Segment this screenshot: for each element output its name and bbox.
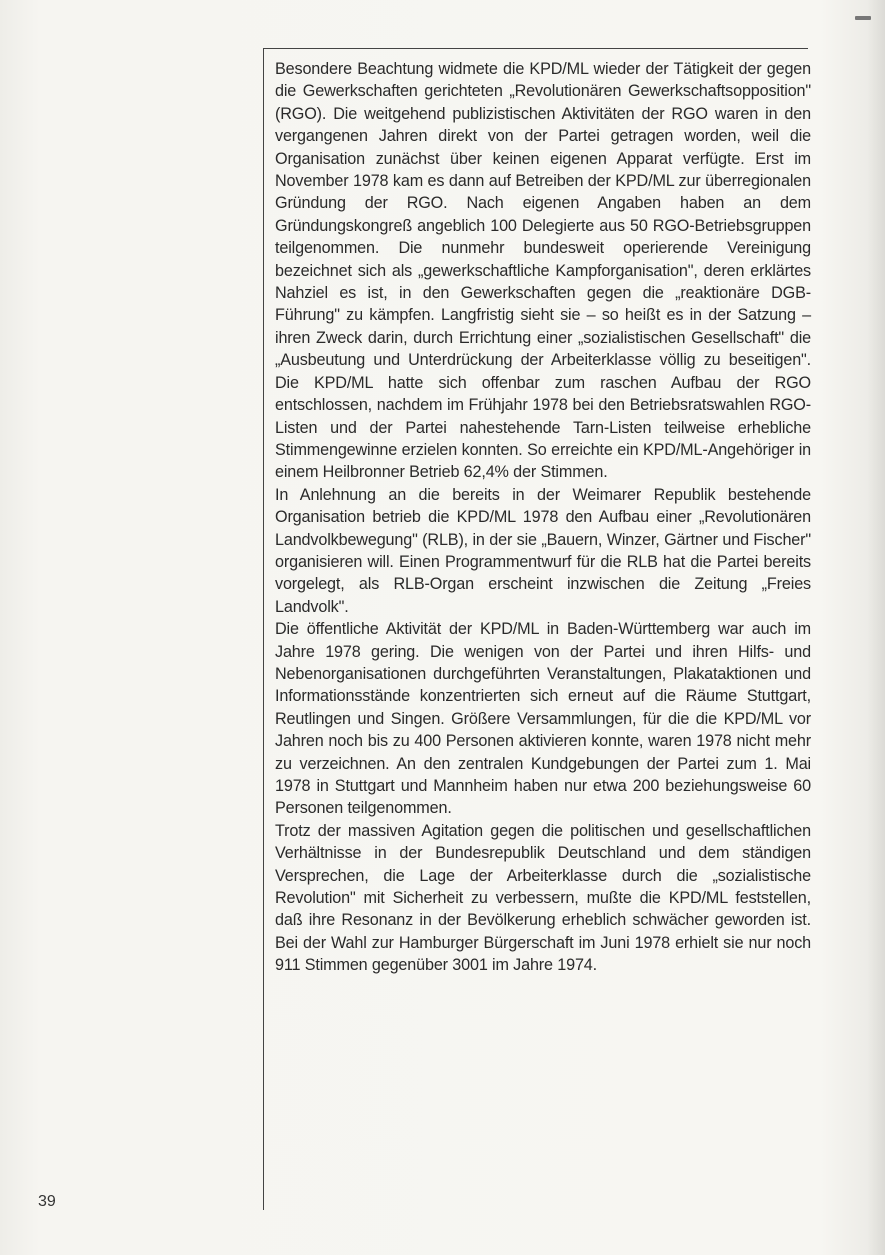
scan-mark (855, 16, 871, 20)
paragraph-rgo: Besondere Beachtung widmete die KPD/ML wieder der Tätigkeit der gegen die Gewerkschaften gerichteten „Revolutionären Gewerkschaftsopposition" (RGO). Die weitgehend publizistischen Aktivitäten der RGO waren in den vergangenen Jahren direkt von der Partei getragen worden, weil die Organisation zunächst über keinen eigenen Apparat verfügte. Erst im November 1978 kam es dann auf Betreiben der KPD/ML zur überregionalen Gründung der RGO. Nach eigenen Angaben haben an dem Gründungskongreß angeblich 100 Delegierte aus 50 RGO-Betriebsgruppen teilgenommen. Die nunmehr bundesweit operierende Vereinigung bezeichnet sich als „gewerkschaftliche Kampforganisation", deren erklärtes Nahziel es ist, in den Gewerkschaften gegen die „reaktionäre DGB-Führung" zu kämpfen. Langfristig sieht sie – so heißt es in der Satzung – ihren Zweck darin, durch Errichtung einer „sozialistischen Gesellschaft" die „Ausbeutung und Unterdrückung der Arbeiterklasse völlig zu beseitigen". Die KPD/ML hatte sich offenbar zum raschen Aufbau der RGO entschlossen, nachdem im Frühjahr 1978 bei den Betriebsratswahlen RGO-Listen und der Partei nahestehende Tarn-Listen teilweise erhebliche Stimmengewinne erzielen konnten. So erreichte ein KPD/ML-Angehöriger in einem Heilbronner Betrieb 62,4% der Stimmen. (275, 60, 811, 482)
body-text (275, 58, 811, 977)
page-edge-shadow (867, 0, 885, 1255)
left-rule (263, 48, 264, 1210)
page-number: 39 (38, 1193, 56, 1210)
paragraph-resonanz: Trotz der massiven Agitation gegen die politischen und gesellschaftlichen Verhältnisse in der Bundesrepublik Deutschland und dem ständigen Versprechen, die Lage der Arbeiterklasse durch die „sozialistische Revolution" mit Sicherheit zu verbessern, mußte die KPD/ML feststellen, daß ihre Resonanz in der Bevölkerung erheblich schwächer geworden ist. Bei der Wahl zur Hamburger Bürgerschaft im Juni 1978 erhielt sie nur noch 911 Stimmen gegenüber 3001 im Jahre 1974. (275, 821, 811, 975)
paragraph-baden-wuerttemberg: Die öffentliche Aktivität der KPD/ML in Baden-Württemberg war auch im Jahre 1978 gering. Die wenigen von der Partei und ihren Hilfs- und Nebenorganisationen durchgeführten Veranstaltungen, Plakataktionen und Informationsstände konzentrierten sich erneut auf die Räume Stuttgart, Reutlingen und Singen. Größere Versammlungen, für die die KPD/ML vor Jahren noch bis zu 400 Personen aktivieren konnte, waren 1978 nicht mehr zu verzeichnen. An den zentralen Kundgebungen der Partei zum 1. Mai 1978 in Stuttgart und Mannheim haben nur etwa 200 beziehungsweise 60 Personen teilgenommen. (275, 620, 811, 818)
paragraph-rlb: In Anlehnung an die bereits in der Weimarer Republik bestehende Organisation betrieb die KPD/ML 1978 den Aufbau einer „Revolutionären Landvolkbewegung" (RLB), in der sie „Bauern, Winzer, Gärtner und Fischer" organisieren will. Einen Programmentwurf für die RLB hat die Partei bereits vorgelegt, als RLB-Organ erscheint inzwischen die Zeitung „Freies Landvolk". (275, 485, 811, 616)
top-rule (263, 48, 808, 49)
